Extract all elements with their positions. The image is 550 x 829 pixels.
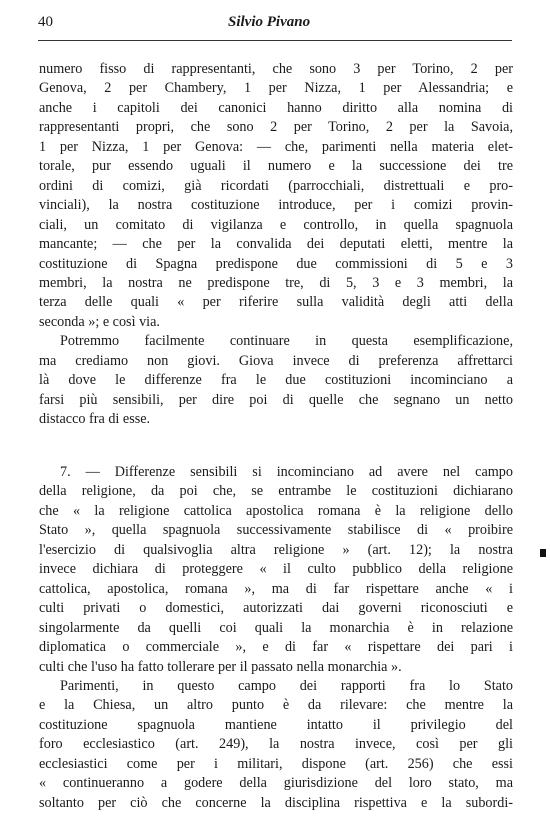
running-head: Silvio Pivano bbox=[228, 14, 311, 30]
paragraph-potremmo bbox=[39, 332, 513, 429]
text-line: invece dichiara di proteggere « il culto pubblico della religione bbox=[39, 561, 513, 578]
text-line: « continueranno a godere della giurisdizione del loro stato, ma bbox=[39, 775, 513, 792]
text-line: ecclesiastici come per i militari, dispone (art. 256) che essi bbox=[39, 755, 513, 772]
text-line: foro ecclesiastico (art. 249), la nostra invece, così per gli bbox=[39, 736, 513, 753]
page-header bbox=[38, 14, 512, 36]
text-line: diplomatica o commerciale », e di far « rispettare dei pari i bbox=[39, 639, 513, 656]
paragraph-continuation bbox=[39, 60, 513, 332]
text-line: costituzione di Spagna predispone due commissioni di 5 e 3 bbox=[39, 255, 513, 272]
text-line: là dove le differenze fra le due costituzioni incominciano a bbox=[39, 372, 513, 389]
paragraph-parimenti bbox=[39, 677, 513, 813]
text-line: culti privati o domestici, autorizzati dai governi riconosciuti e bbox=[39, 600, 513, 617]
text-line: anche i capitoli dei canonici hanno diritto alla nomina di bbox=[39, 99, 513, 116]
text-line: singolarmente da quelli coi quali la monarchia è in relazione bbox=[39, 619, 513, 636]
text-line: distacco fra di esse. bbox=[39, 411, 151, 428]
text-line: seconda »; e così via. bbox=[39, 313, 160, 330]
text-line: rappresentanti propri, che sono 2 per Torino, 2 per la Savoia, bbox=[39, 119, 513, 136]
header-rule bbox=[38, 40, 512, 41]
text-line: 1 per Nizza, 1 per Genova: — che, parimenti nella materia elet- bbox=[39, 138, 513, 155]
text-line: e la Chiesa, un altro punto è da rilevare: che mentre la bbox=[39, 697, 513, 714]
text-line: 7. — Differenze sensibili si incominciano ad avere nel campo bbox=[60, 464, 513, 480]
text-line: costituzione spagnuola mantiene intatto il privilegio del bbox=[39, 716, 513, 733]
section-7-paragraph bbox=[39, 463, 513, 677]
text-line: della religione, da poi che, se entrambe le costituzioni dichiarano bbox=[39, 483, 513, 500]
page-number: 40 bbox=[38, 14, 53, 30]
text-line: vinciali), la nostra costituzione introduce, per i comizi provin- bbox=[39, 197, 513, 214]
text-line: ordini di comizi, già ricordati (parrocchiali, distrettuali e pro- bbox=[39, 177, 513, 194]
text-line: terza delle quali « per riferire sulla validità degli atti della bbox=[39, 294, 513, 311]
text-line: Parimenti, in questo campo dei rapporti fra lo Stato bbox=[60, 677, 513, 694]
text-line: mancante; — che per la convalida dei deputati eletti, mentre la bbox=[39, 236, 513, 253]
text-line: ma crediamo non giovi. Giova invece di preferenza affrettarci bbox=[39, 352, 513, 369]
text-line: torale, pur essendo uguali il numero e la successione dei tre bbox=[39, 158, 513, 175]
scan-edge-mark bbox=[540, 549, 546, 557]
text-block-lower bbox=[39, 463, 513, 813]
text-line: cattolica, apostolica, romana », ma di far rispettare anche « i bbox=[39, 580, 513, 597]
text-line: farsi più sensibili, per dire poi di quelle che segnano un netto bbox=[39, 391, 513, 408]
text-line: soltanto per ciò che concerne la disciplina rispettiva e la subordi- bbox=[39, 794, 513, 811]
text-line: che « la religione cattolica apostolica romana è la religione dello bbox=[39, 502, 513, 519]
text-line: Stato », quella spagnuola successivamente stabilisce di « proibire bbox=[39, 522, 513, 539]
text-line: numero fisso di rappresentanti, che sono 3 per Torino, 2 per bbox=[39, 61, 513, 77]
text-line: Genova, 2 per Chambery, 1 per Nizza, 1 per Alessandria; e bbox=[39, 80, 513, 97]
text-block-upper bbox=[39, 60, 513, 430]
text-line: l'esercizio di qualsivoglia altra religione » (art. 12); la nostra bbox=[39, 541, 513, 558]
text-line: culti che l'uso ha fatto tollerare per il passato nella monarchia ». bbox=[39, 658, 402, 675]
text-line: ciali, un comitato di vigilanza e controllo, in quella spagnuola bbox=[39, 216, 513, 233]
text-line: membri, la nostra ne predispone tre, di 5, 3 e 3 membri, la bbox=[39, 274, 513, 291]
text-line: Potremmo facilmente continuare in questa esemplificazione, bbox=[60, 333, 513, 350]
